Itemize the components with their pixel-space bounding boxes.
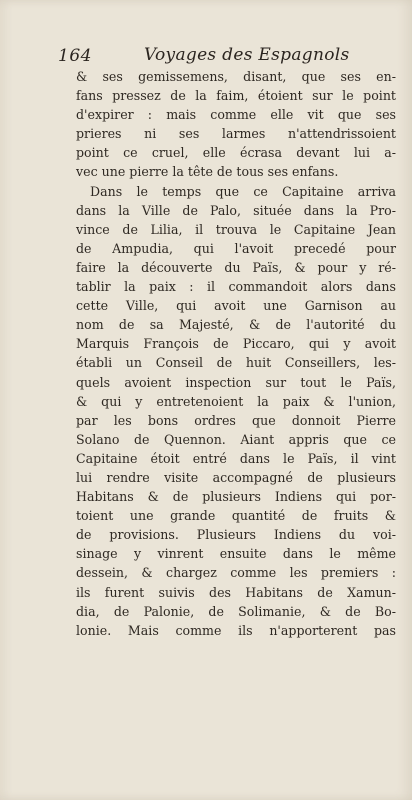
text-line: faire la découverte du Païs, & pour y ré- (76, 259, 396, 275)
text-line: dia, de Palonie, de Solimanie, & de Bo- (76, 603, 396, 619)
text-line: dans la Ville de Palo, située dans la Pro- (76, 202, 396, 218)
text-line: & ses gemissemens, disant, que ses en- (76, 69, 396, 84)
text-line: ils furent suivis des Habitans de Xamun- (76, 584, 396, 600)
text-line: fans pressez de la faim, étoient sur le point (76, 88, 396, 104)
text-line: prieres ni ses larmes n'attendrissoient (76, 126, 396, 142)
text-line: dessein, & chargez comme les premiers : (76, 565, 396, 581)
text-line: Capitaine étoit entré dans le Païs, il vint (76, 450, 396, 466)
text-line: d'expirer : mais comme elle vit que ses (76, 107, 396, 123)
running-title: Voyages des Espagnols (144, 45, 350, 65)
text-line: établi un Conseil de huit Conseillers, les- (76, 355, 396, 371)
text-line: de provisions. Plusieurs Indiens du voi- (76, 527, 396, 543)
text-line: toient une grande quantité de fruits & (76, 508, 396, 524)
text-line: de Ampudia, qui l'avoit precedé pour (76, 240, 396, 256)
page-number: 164 (58, 46, 92, 66)
text-line: tablir la paix : il commandoit alors dans (76, 279, 396, 295)
text-line: Marquis François de Piccaro, qui y avoit (76, 336, 396, 352)
body-text (76, 67, 396, 640)
text-line: lonie. Mais comme ils n'apporterent pas (76, 622, 396, 638)
text-line: Solano de Quennon. Aiant appris que ce (76, 431, 396, 447)
text-line: sinage y vinrent ensuite dans le même (76, 546, 396, 562)
page-header (58, 44, 398, 68)
text-line: point ce cruel, elle écrasa devant lui a- (76, 145, 396, 161)
text-line: & qui y entretenoient la paix & l'union, (76, 393, 396, 409)
paragraph-start-line: Dans le temps que ce Capitaine arriva (90, 183, 396, 199)
text-line: cette Ville, qui avoit une Garnison au (76, 298, 396, 314)
text-line: vec une pierre la tête de tous ses enfans. (76, 164, 339, 180)
text-line: quels avoient inspection sur tout le Païs, (76, 374, 396, 390)
text-line: vince de Lilia, il trouva le Capitaine Jean (76, 221, 396, 237)
text-line: par les bons ordres que donnoit Pierre (76, 412, 396, 428)
text-line: Habitans & de plusieurs Indiens qui por- (76, 489, 396, 505)
text-line: lui rendre visite accompagné de plusieurs (76, 469, 396, 485)
text-line: nom de sa Majesté, & de l'autorité du (76, 317, 396, 333)
